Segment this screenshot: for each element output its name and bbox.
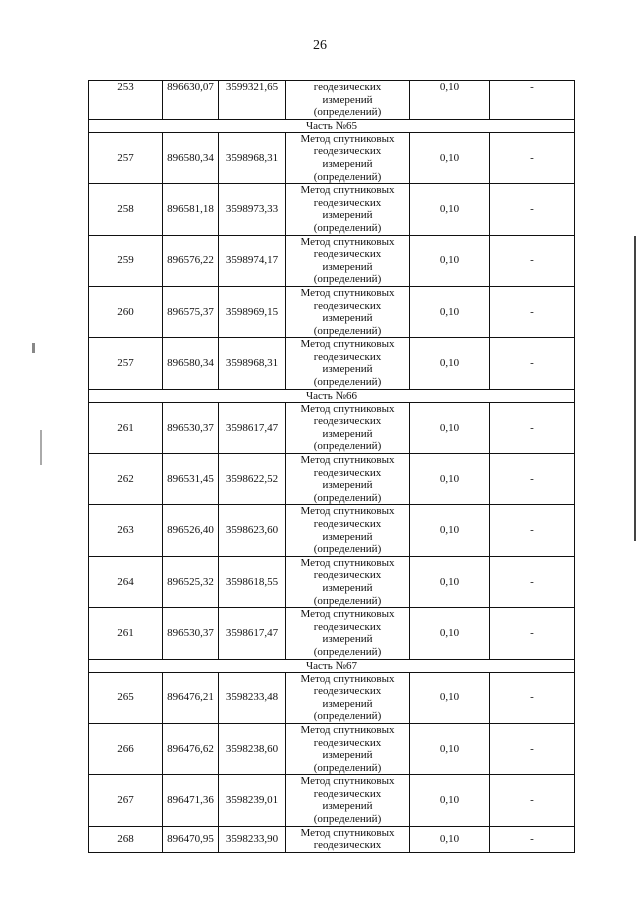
table-row [89, 338, 575, 389]
method-cell [286, 286, 410, 337]
table-row [89, 454, 575, 505]
coordinate-y: 3598618,55 [219, 556, 286, 607]
method-line: (определений) [313, 594, 382, 607]
method-line: Метод спутниковых [300, 235, 395, 248]
note-value: - [490, 286, 575, 337]
accuracy-value: 0,10 [410, 338, 490, 389]
point-number: 265 [89, 672, 163, 723]
scan-speck [32, 343, 35, 353]
method-line: Метод спутниковых [300, 672, 395, 685]
accuracy-value: 0,10 [410, 505, 490, 556]
accuracy-value: 0,10 [410, 556, 490, 607]
coordinate-y: 3598617,47 [219, 608, 286, 659]
method-cell [286, 672, 410, 723]
table-row [89, 286, 575, 337]
method-cell [286, 338, 410, 389]
method-line: (определений) [313, 813, 382, 826]
method-line: измерений [322, 157, 373, 170]
coordinate-x: 896581,18 [163, 184, 219, 235]
method-cell [286, 826, 410, 852]
method-line: измерений [322, 209, 373, 222]
method-line: измерений [322, 93, 373, 106]
method-line: геодезических [313, 350, 382, 363]
note-value: - [490, 723, 575, 774]
method-line: Метод спутниковых [300, 338, 395, 351]
coordinate-y: 3598969,15 [219, 286, 286, 337]
table-row [89, 775, 575, 826]
method-line: Метод спутниковых [300, 723, 395, 736]
method-line: Метод спутниковых [300, 132, 395, 145]
coordinate-y: 3599321,65 [219, 81, 286, 120]
page-number: 26 [313, 38, 327, 53]
coordinate-x: 896526,40 [163, 505, 219, 556]
coordinate-x: 896580,34 [163, 338, 219, 389]
method-line: измерений [322, 633, 373, 646]
method-line: геодезических [313, 415, 382, 428]
coordinate-y: 3598622,52 [219, 454, 286, 505]
note-value: - [490, 454, 575, 505]
accuracy-value: 0,10 [410, 402, 490, 453]
method-line: геодезических [313, 685, 382, 698]
table-row [89, 556, 575, 607]
coordinate-x: 896531,45 [163, 454, 219, 505]
method-line: измерений [322, 363, 373, 376]
point-number: 257 [89, 338, 163, 389]
method-line: (определений) [313, 273, 382, 286]
method-cell [286, 723, 410, 774]
coordinates-table [88, 80, 575, 853]
note-value: - [490, 338, 575, 389]
coordinate-y: 3598238,60 [219, 723, 286, 774]
coordinate-x: 896530,37 [163, 402, 219, 453]
note-value: - [490, 826, 575, 852]
note-value: - [490, 608, 575, 659]
coordinates-table-body [89, 81, 575, 853]
point-number: 262 [89, 454, 163, 505]
table-row [89, 81, 575, 120]
part-header-row [89, 119, 575, 132]
accuracy-value: 0,10 [410, 132, 490, 183]
table-row [89, 723, 575, 774]
point-number: 264 [89, 556, 163, 607]
coordinate-y: 3598973,33 [219, 184, 286, 235]
point-number: 257 [89, 132, 163, 183]
point-number: 259 [89, 235, 163, 286]
coordinate-y: 3598623,60 [219, 505, 286, 556]
accuracy-value: 0,10 [410, 454, 490, 505]
accuracy-value: 0,10 [410, 826, 490, 852]
method-line: (определений) [313, 710, 382, 723]
table-row [89, 608, 575, 659]
accuracy-value: 0,10 [410, 723, 490, 774]
coordinate-x: 896476,62 [163, 723, 219, 774]
point-number: 266 [89, 723, 163, 774]
note-value: - [490, 132, 575, 183]
method-line: (определений) [313, 543, 382, 556]
method-line: геодезических [313, 787, 382, 800]
method-line: Метод спутниковых [300, 402, 395, 415]
method-cell [286, 402, 410, 453]
part-label: Часть №66 [89, 389, 575, 402]
method-line: геодезических [313, 518, 382, 530]
method-line: геодезических [313, 81, 382, 93]
coordinate-y: 3598239,01 [219, 775, 286, 826]
point-number: 268 [89, 826, 163, 852]
method-line: (определений) [313, 324, 382, 337]
method-line: Метод спутниковых [300, 454, 395, 467]
method-line: измерений [322, 749, 373, 762]
point-number: 260 [89, 286, 163, 337]
note-value: - [490, 402, 575, 453]
method-line: геодезических [313, 620, 382, 633]
method-line: измерений [322, 260, 373, 273]
accuracy-value: 0,10 [410, 608, 490, 659]
method-line: измерений [322, 697, 373, 710]
coordinate-x: 896530,37 [163, 608, 219, 659]
scan-edge-mark [634, 236, 636, 541]
method-line: (определений) [313, 645, 382, 658]
point-number: 261 [89, 608, 163, 659]
note-value: - [490, 775, 575, 826]
method-line: Метод спутниковых [300, 184, 395, 197]
note-value: - [490, 184, 575, 235]
note-value: - [490, 81, 575, 120]
point-number: 261 [89, 402, 163, 453]
method-cell [286, 454, 410, 505]
method-line: (определений) [313, 376, 382, 389]
table-row [89, 184, 575, 235]
part-header-row [89, 389, 575, 402]
coordinate-x: 896575,37 [163, 286, 219, 337]
method-line: измерений [322, 479, 373, 492]
part-label: Часть №67 [89, 659, 575, 672]
coordinate-x: 896525,32 [163, 556, 219, 607]
coordinate-y: 3598968,31 [219, 338, 286, 389]
method-line: (определений) [313, 761, 382, 774]
method-line: Метод спутниковых [300, 505, 395, 518]
method-cell [286, 81, 410, 120]
method-cell [286, 184, 410, 235]
accuracy-value: 0,10 [410, 81, 490, 120]
table-row [89, 672, 575, 723]
method-line: геодезических [313, 196, 382, 209]
coordinate-y: 3598968,31 [219, 132, 286, 183]
method-cell [286, 556, 410, 607]
coordinate-x: 896576,22 [163, 235, 219, 286]
method-cell [286, 235, 410, 286]
method-cell [286, 608, 410, 659]
note-value: - [490, 505, 575, 556]
method-cell [286, 775, 410, 826]
coordinate-y: 3598974,17 [219, 235, 286, 286]
method-line: Метод спутниковых [300, 608, 395, 621]
method-line: геодезических [313, 736, 382, 749]
coordinate-x: 896476,21 [163, 672, 219, 723]
table-row [89, 505, 575, 556]
method-line: измерений [322, 312, 373, 325]
point-number: 258 [89, 184, 163, 235]
point-number: 263 [89, 505, 163, 556]
table-row [89, 826, 575, 852]
method-line: Метод спутниковых [300, 286, 395, 299]
method-line: Метод спутниковых [300, 775, 395, 788]
accuracy-value: 0,10 [410, 184, 490, 235]
part-header-row [89, 659, 575, 672]
method-line: геодезических [313, 145, 382, 158]
coordinate-x: 896471,36 [163, 775, 219, 826]
note-value: - [490, 672, 575, 723]
method-cell [286, 132, 410, 183]
table-row [89, 132, 575, 183]
method-line: геодезических [313, 569, 382, 582]
method-line: Метод спутниковых [300, 556, 395, 569]
method-line: измерений [322, 800, 373, 813]
coordinate-y: 3598233,90 [219, 826, 286, 852]
part-label: Часть №65 [89, 119, 575, 132]
method-line: (определений) [313, 440, 382, 453]
method-line: измерений [322, 427, 373, 440]
table-row [89, 235, 575, 286]
method-line: геодезических [313, 839, 382, 852]
point-number: 253 [89, 81, 163, 120]
accuracy-value: 0,10 [410, 235, 490, 286]
method-line: (определений) [313, 221, 382, 234]
coordinate-x: 896630,07 [163, 81, 219, 120]
coordinate-x: 896470,95 [163, 826, 219, 852]
coordinate-x: 896580,34 [163, 132, 219, 183]
method-line: Метод спутниковых [300, 826, 395, 839]
point-number: 267 [89, 775, 163, 826]
coordinate-y: 3598233,48 [219, 672, 286, 723]
table-row [89, 402, 575, 453]
accuracy-value: 0,10 [410, 672, 490, 723]
method-line: измерений [322, 581, 373, 594]
accuracy-value: 0,10 [410, 286, 490, 337]
method-line: (определений) [313, 491, 382, 504]
note-value: - [490, 235, 575, 286]
accuracy-value: 0,10 [410, 775, 490, 826]
method-line: (определений) [313, 170, 382, 183]
method-line: (определений) [313, 106, 382, 119]
method-line: измерений [322, 530, 373, 543]
scan-speck [40, 430, 42, 465]
method-line: геодезических [313, 466, 382, 479]
coordinate-y: 3598617,47 [219, 402, 286, 453]
note-value: - [490, 556, 575, 607]
method-line: геодезических [313, 299, 382, 312]
method-line: геодезических [313, 248, 382, 261]
method-cell [286, 505, 410, 556]
